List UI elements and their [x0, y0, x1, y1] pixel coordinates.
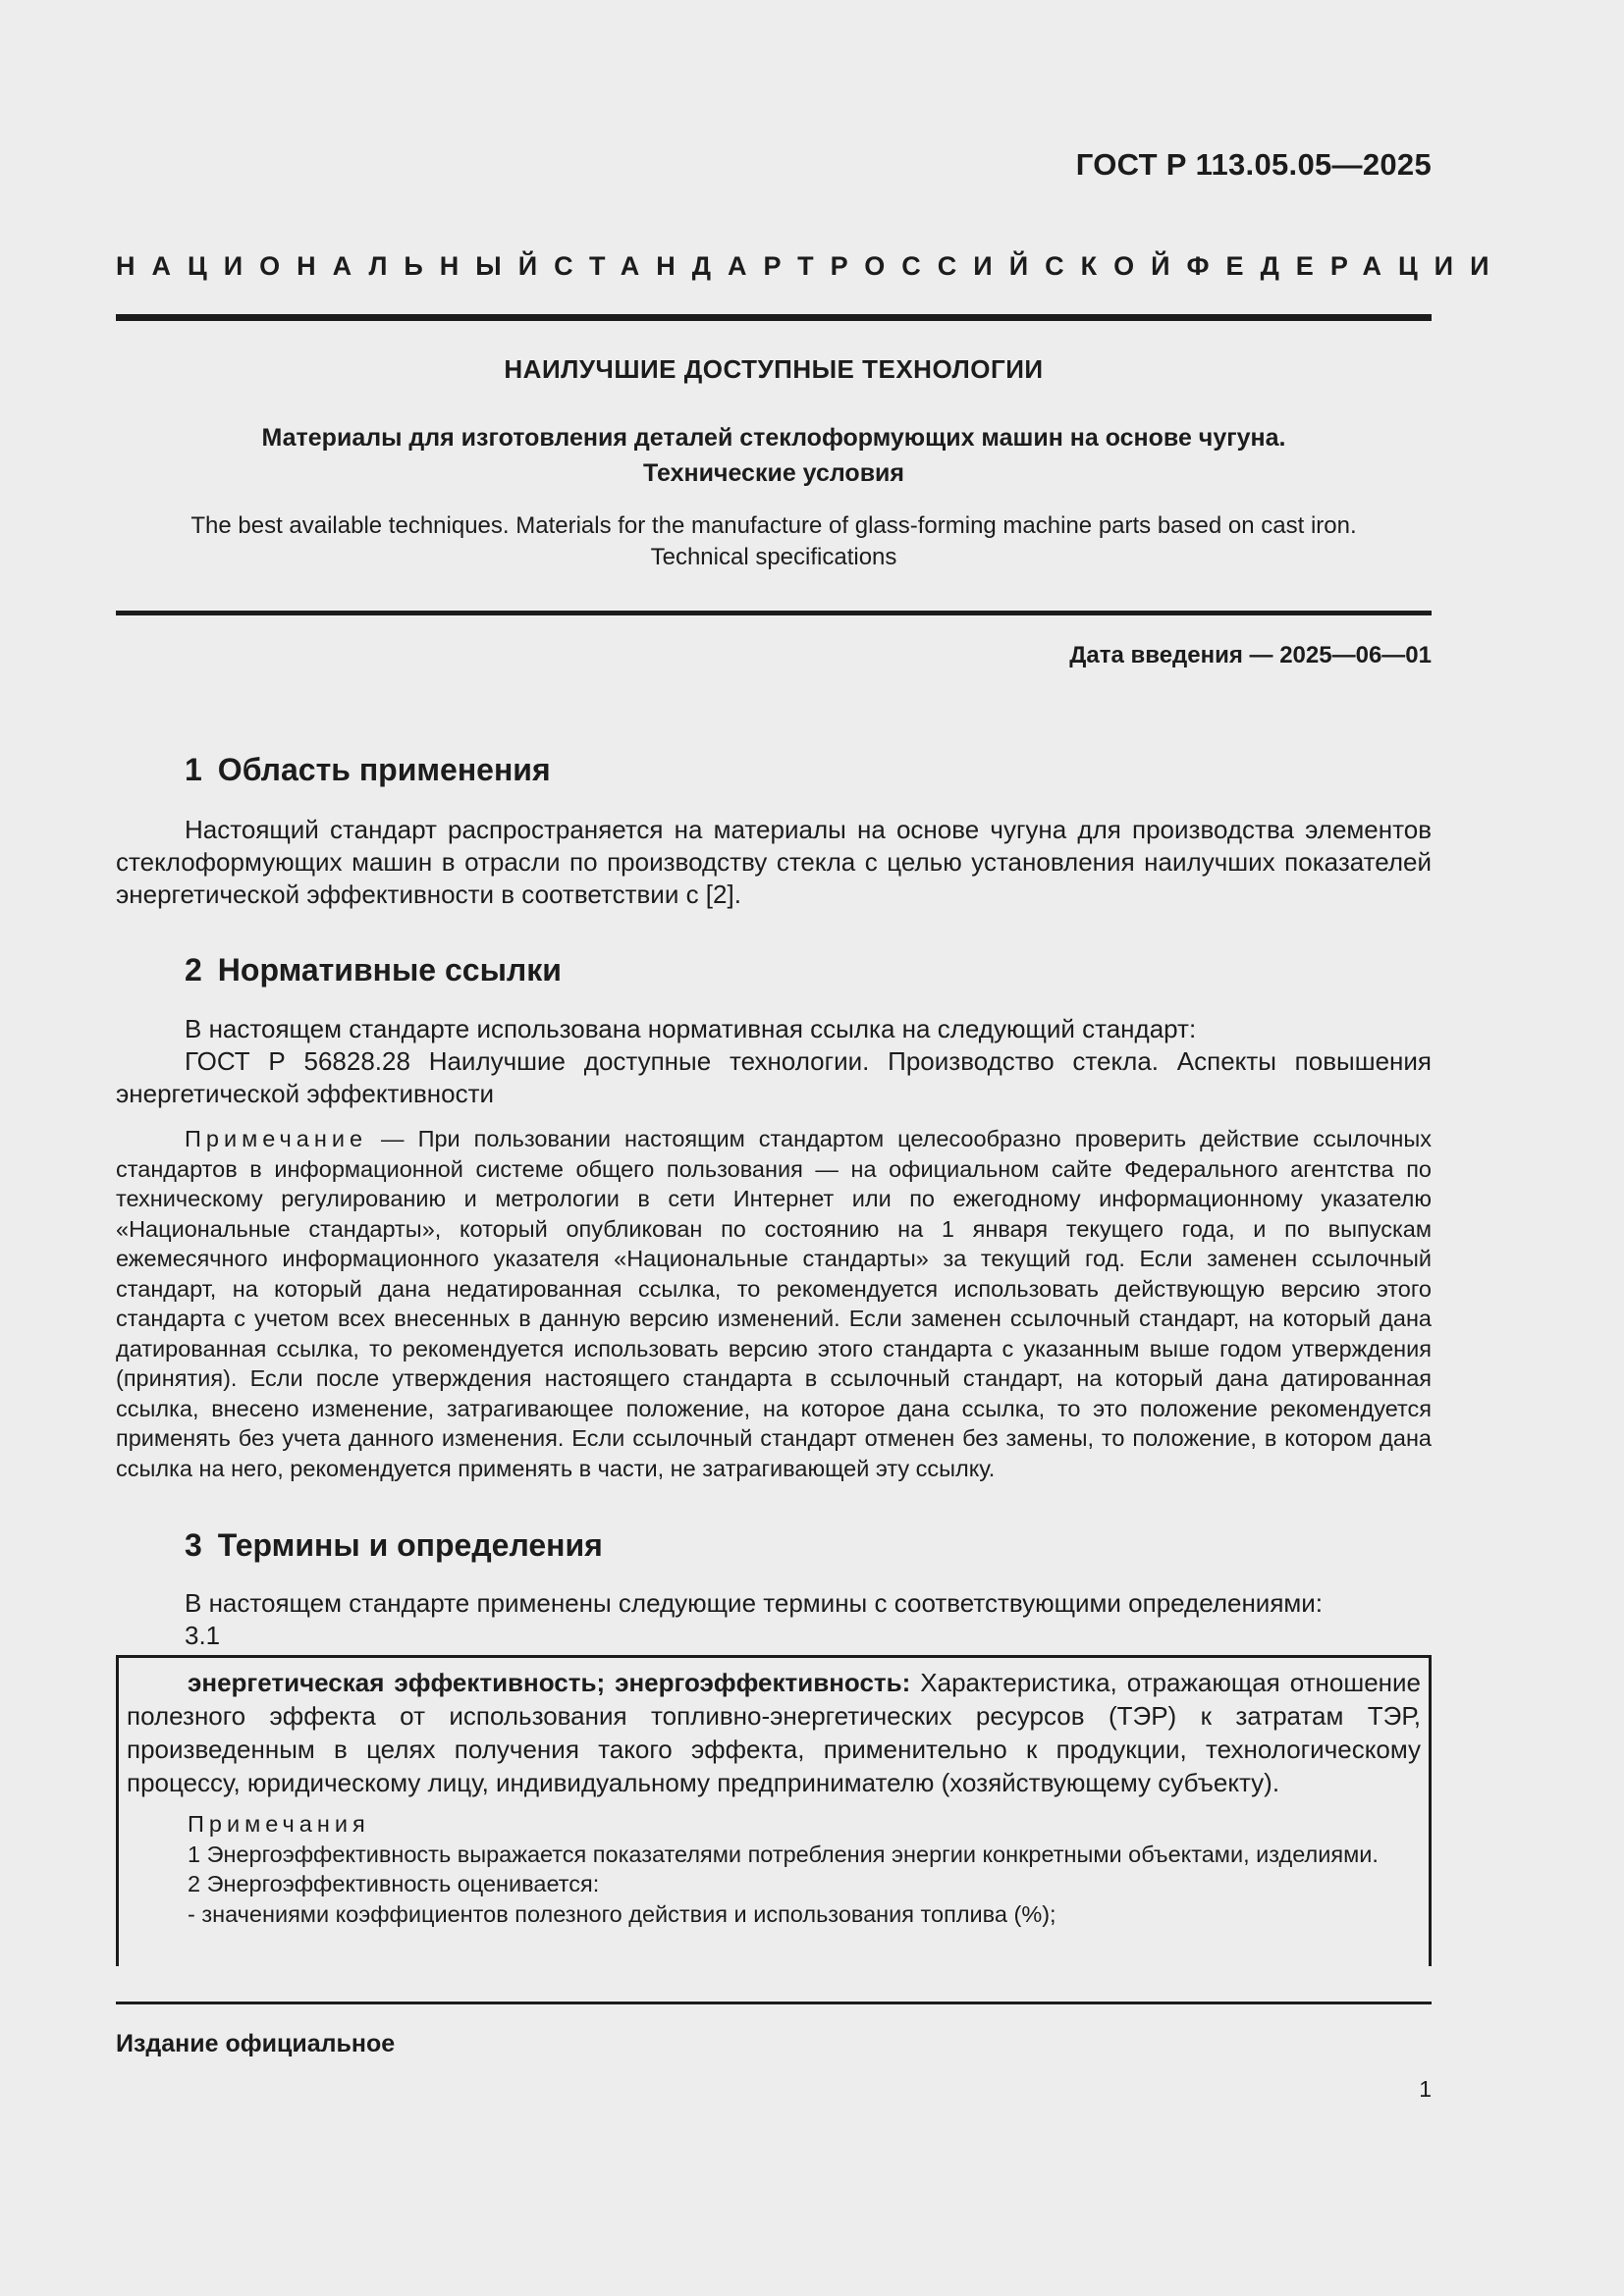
section-title: Область применения [217, 752, 551, 787]
standard-title: НАИЛУЧШИЕ ДОСТУПНЫЕ ТЕХНОЛОГИИ [504, 354, 1044, 384]
note-label: Примечание [185, 1126, 368, 1151]
national-standard-banner [116, 251, 1506, 282]
note-text: — При пользовании настоящим стандартом целесообразно проверить действие ссылочных стандартов в информационной системе общего пользования — на официальном сайте Федерального агентства по техническому регулированию и метрологии в сети Интернет или по ежегодному информационному указателю «Национальные стандарты», который опубликован по состоянию на 1 января текущего года, и по выпускам ежемесячного информационного указателя «Национальные стандарты» за текущий год. Если заменен ссылочный стандарт, на который дана недатированная ссылка, то рекомендуется использовать действующую версию этого стандарта с учетом всех внесенных в данную версию изменений. Если заменен ссылочный стандарт, на который дана датированная ссылка, то рекомендуется использовать версию этого стандарта с указанным выше годом утверждения (принятия). Если после утверждения настоящего стандарта в ссылочный стандарт, на который дана датированная ссылка, внесено изменение, затрагивающее положение, на которое дана ссылка, то это положение рекомендуется применять без учета данного изменения. Если ссылочный стандарт отменен без замены, то положение, в котором дана ссылка на него, рекомендуется применять в части, не затрагивающей эту ссылку. [116, 1126, 1432, 1481]
banner-word: СТАНДАРТ [554, 251, 831, 281]
banner-word: РОССИЙСКОЙ [830, 251, 1187, 281]
section-paragraph: В настоящем стандарте использована нормативная ссылка на следующий стандарт: [185, 1014, 1197, 1043]
section-paragraph: В настоящем стандарте применены следующие термины с соответствующими определениями: [185, 1588, 1324, 1618]
reference-note [116, 1124, 1432, 1483]
term-name: энергетическая эффективность; энергоэффективность: [188, 1668, 911, 1697]
divider [116, 314, 1432, 321]
section-paragraph: Настоящий стандарт распространяется на материалы на основе чугуна для производства элементов стеклоформующих машин в отрасли по производству стекла с целью установления наилучших показателей энергетической эффективности в соответствии с [2]. [116, 815, 1432, 909]
term-definition-box [116, 1655, 1432, 1966]
page-number: 1 [1419, 2076, 1432, 2102]
section-title: Нормативные ссылки [217, 952, 562, 988]
section-title: Термины и определения [217, 1527, 603, 1563]
divider [116, 611, 1432, 615]
section-heading [185, 752, 551, 788]
reference-entry: ГОСТ Р 56828.28 Наилучшие доступные технологии. Производство стекла. Аспекты повышения энергетической эффективности [116, 1046, 1432, 1108]
term-notes [127, 1809, 1421, 1929]
section-number: 3 [185, 1527, 202, 1563]
subtitle-ru-line: Материалы для изготовления деталей стеклоформующих машин на основе чугуна. [261, 424, 1286, 452]
document-page [116, 0, 1506, 2296]
banner-word: НАЦИОНАЛЬНЫЙ [116, 251, 555, 281]
divider [116, 2002, 1432, 2004]
banner-word: ФЕДЕРАЦИИ [1186, 251, 1506, 281]
official-edition-label: Издание официальное [116, 2030, 396, 2057]
subtitle-ru-line: Технические условия [642, 459, 905, 487]
subtitle-en-line: Technical specifications [650, 544, 897, 570]
section-heading [185, 1527, 603, 1564]
term-text: Характеристика, отражающая отношение полезного эффекта от использования топливно-энергетических ресурсов (ТЭР) к затратам ТЭР, произведенным в целях получения такого эффекта, применительно к продукции, технологическому процессу, юридическому лицу, индивидуальному предпринимателю (хозяйствующему субъекту). [127, 1668, 1421, 1797]
section-number: 1 [185, 752, 202, 787]
standard-subtitle-en [116, 510, 1432, 573]
section-heading [185, 952, 562, 988]
term-note-item: - значениями коэффициентов полезного действия и использования топлива (%); [188, 1900, 1056, 1927]
term-number: 3.1 [185, 1621, 221, 1650]
term-note: 1 Энергоэффективность выражается показателями потребления энергии конкретными объектами, изделиями. [188, 1841, 1379, 1867]
standard-subtitle-ru [116, 420, 1432, 491]
subtitle-en-line: The best available techniques. Materials for the manufacture of glass-forming machine parts based on cast iron. [190, 512, 1357, 539]
term-definition [127, 1666, 1421, 1799]
introduction-date: Дата введения — 2025—06—01 [1069, 642, 1432, 668]
notes-label: Примечания [188, 1811, 370, 1837]
document-code: ГОСТ Р 113.05.05—2025 [1075, 147, 1432, 182]
section-number: 2 [185, 952, 202, 988]
term-note: 2 Энергоэффективность оценивается: [188, 1871, 600, 1896]
